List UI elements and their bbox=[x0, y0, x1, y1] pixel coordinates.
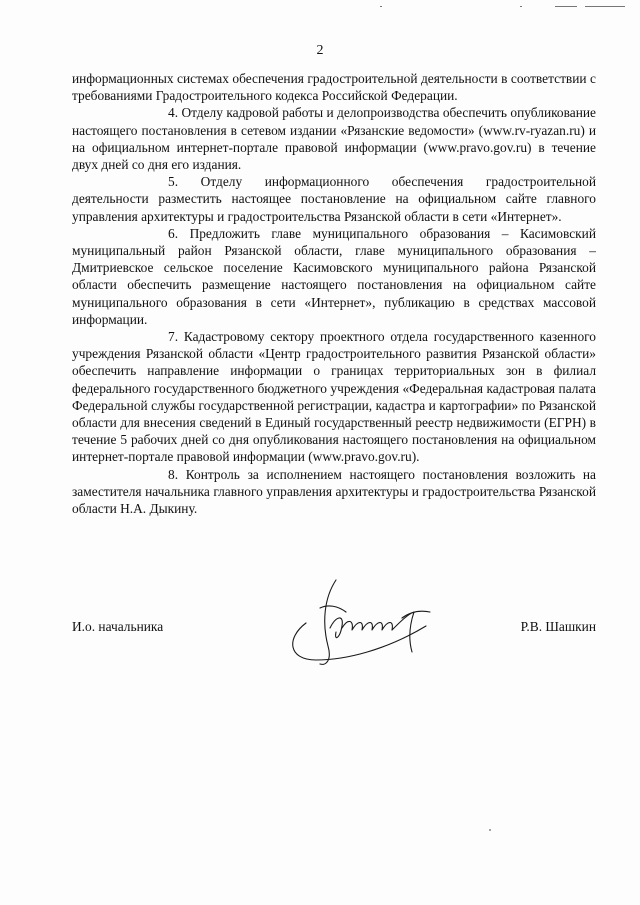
paragraph-text: Кадастровому сектору проектного отдела государственного казенного учреждения Рязанской области «Центр градостроительного развития Рязанской области» обеспечить направление информации о границах территориальных зон в филиал федерального государственного бюджетного учреждения «Федеральная кадастровая палата Федеральной службы государственной регистрации, кадастра и картографии» по Рязанской области для внесения сведений в Единый государственный реестр недвижимости (ЕГРН) в течение 5 рабочих дней со дня опубликования настоящего постановления на официальном интернет-портале правовой информации (www.pravo.gov.ru). bbox=[72, 329, 596, 465]
paragraph-text: информационных системах обеспечения градостроительной деятельности в соответствии с требованиями Градостроительного кодекса Российской Федерации. bbox=[72, 71, 596, 104]
paragraph-text: Предложить главе муниципального образования – Касимовский муниципальный район Рязанской области, главе муниципального образования – Дмитриевское сельское поселение Касимовского муниципального района Рязанской области обеспечить размещение настоящего постановления на официальном сайте муниципального образования в сети «Интернет», публикацию в средствах массовой информации. bbox=[72, 225, 596, 327]
scan-artifact-marks bbox=[380, 6, 630, 10]
paragraph-number: 7. bbox=[168, 329, 179, 345]
paragraph-item-8 bbox=[72, 466, 596, 518]
paragraph-number: 5. bbox=[168, 174, 179, 190]
paragraph-text: Отделу информационного обеспечения градостроительной деятельности разместить настоящее постановление на официальном сайте главного управления архитектуры и градостроительства Рязанской области в сети «Интернет». bbox=[72, 174, 596, 224]
paragraph-number: 8. bbox=[168, 466, 179, 482]
document-body bbox=[72, 70, 596, 517]
paragraph-item-4 bbox=[72, 104, 596, 173]
signatory-name: Р.В. Шашкин bbox=[520, 619, 596, 634]
page-number: 2 bbox=[316, 43, 324, 58]
paragraph-text: Контроль за исполнением настоящего постановления возложить на заместителя начальника главного управления архитектуры и градостроительства Рязанской области Н.А. Дыкину. bbox=[72, 466, 597, 517]
paragraph-item-5 bbox=[72, 173, 596, 225]
paragraph-item-7 bbox=[72, 328, 596, 466]
paragraph-item-6 bbox=[72, 225, 596, 328]
scan-speck bbox=[489, 829, 491, 831]
signatory-position: И.о. начальника bbox=[72, 619, 164, 634]
paragraph-number: 6. bbox=[168, 225, 179, 241]
paragraph-continuation bbox=[72, 70, 596, 104]
paragraph-text: Отделу кадровой работы и делопроизводства обеспечить опубликование настоящего постановления в сетевом издании «Рязанские ведомости» (www.rv-ryazan.ru) и на официальном интернет-портале правовой информации (www.pravo.gov.ru) в течение двух дней со дня его издания. bbox=[72, 105, 596, 173]
paragraph-number: 4. bbox=[168, 105, 179, 121]
handwritten-signature bbox=[276, 568, 446, 668]
